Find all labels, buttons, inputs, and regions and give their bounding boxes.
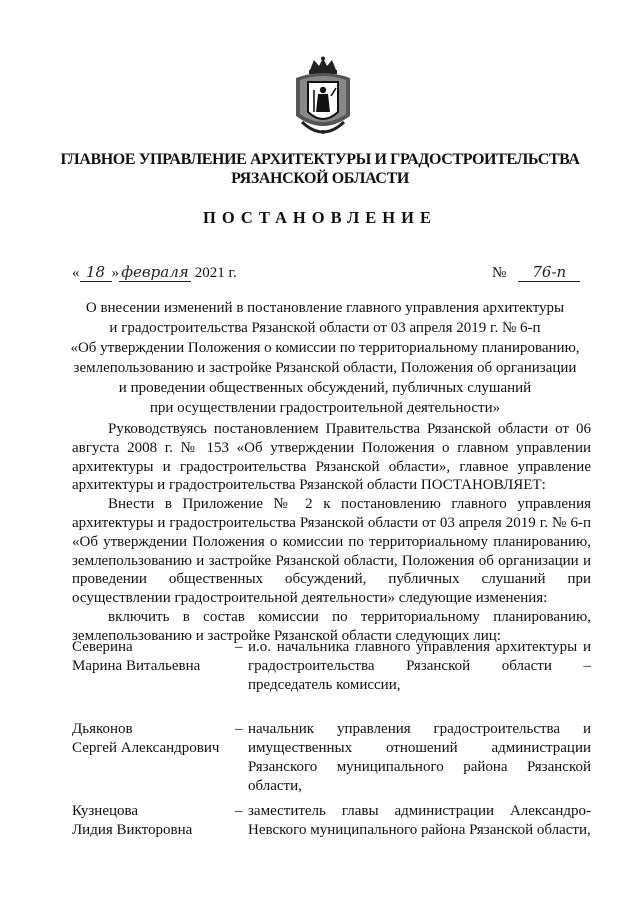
member-name [72,720,232,758]
commission-members-list [72,638,591,884]
org-name-line2: РЯЗАНСКОЙ ОБЛАСТИ [231,170,409,187]
date-month: февраля [119,263,191,282]
document-body [72,420,591,646]
document-title [60,298,590,418]
title-line: при осуществлении градостроительной деятельности» [149,400,501,416]
document-number [492,263,580,282]
member-given-name: Марина Витальевна [72,658,201,674]
member-row [72,720,591,802]
member-role: заместитель главы администрации Александро-Невского муниципального района Рязанской области, [248,803,591,838]
date-close-quote: » [111,265,119,281]
paragraph-include: включить в состав комиссии по территориальному планированию, землепользованию и застройке Рязанской области следующих лиц: [72,608,591,644]
title-line: и проведении общественных обсуждений, публичных слушаний [118,380,532,396]
title-line: землепользованию и застройке Рязанской области, Положения об организации [73,360,577,376]
member-row [72,802,591,884]
ryazan-coat-of-arms-icon [290,56,356,140]
date-open-quote: « [72,265,80,281]
member-role: и.о. начальника главного управления архитектуры и градостроительства Рязанской области – председатель комиссии, [248,639,591,693]
document-date [72,263,237,287]
member-dash: – [235,639,243,655]
date-day: 18 [80,263,112,282]
member-name [72,802,232,840]
member-surname: Северина [72,639,133,655]
org-name-line1: ГЛАВНОЕ УПРАВЛЕНИЕ АРХИТЕКТУРЫ И ГРАДОСТРОИТЕЛЬСТВА [60,151,580,168]
member-row [72,638,591,720]
number-label: № [492,265,507,281]
member-given-name: Лидия Викторовна [72,822,193,838]
member-dash: – [235,721,243,737]
member-surname: Дьяконов [72,721,133,737]
title-line: «Об утверждении Положения о комиссии по территориальному планированию, [70,340,580,356]
member-surname: Кузнецова [72,803,139,819]
title-line: и градостроительства Рязанской области от 03 апреля 2019 г. № 6-п [109,320,541,336]
title-line: О внесении изменений в постановление главного управления архитектуры [85,300,565,316]
paragraph-decision: Внести в Приложение № 2 к постановлению главного управления архитектуры и градостроительства Рязанской области от 03 апреля 2019 г. № 6-п «Об утверждении Положения о комиссии по территориальному планированию, землепользованию и застройке Рязанской области, Положения об организации и проведении общественных обсуждений, публичных слушаний при осуществлении градостроительной деятельности» следующие изменения: [72,496,591,607]
member-name [72,638,232,676]
member-dash: – [235,803,243,819]
paragraph-preamble: Руководствуясь постановлением Правительства Рязанской области от 06 августа 2008 г. № 153 «Об утверждении Положения о главном управлении архитектуры и градостроительства Рязанской области», главное управление архитектуры и градостроительства Рязанской области ПОСТАНОВЛЯЕТ: [72,421,591,494]
member-given-name: Сергей Александрович [72,740,220,756]
number-value: 76-п [518,263,580,282]
date-year: 2021 г. [194,265,237,281]
document-type: ПОСТАНОВЛЕНИЕ [203,208,437,227]
member-role: начальник управления градостроительства и имущественных отношений администрации Рязанского муниципального района Рязанской области, [248,721,591,794]
